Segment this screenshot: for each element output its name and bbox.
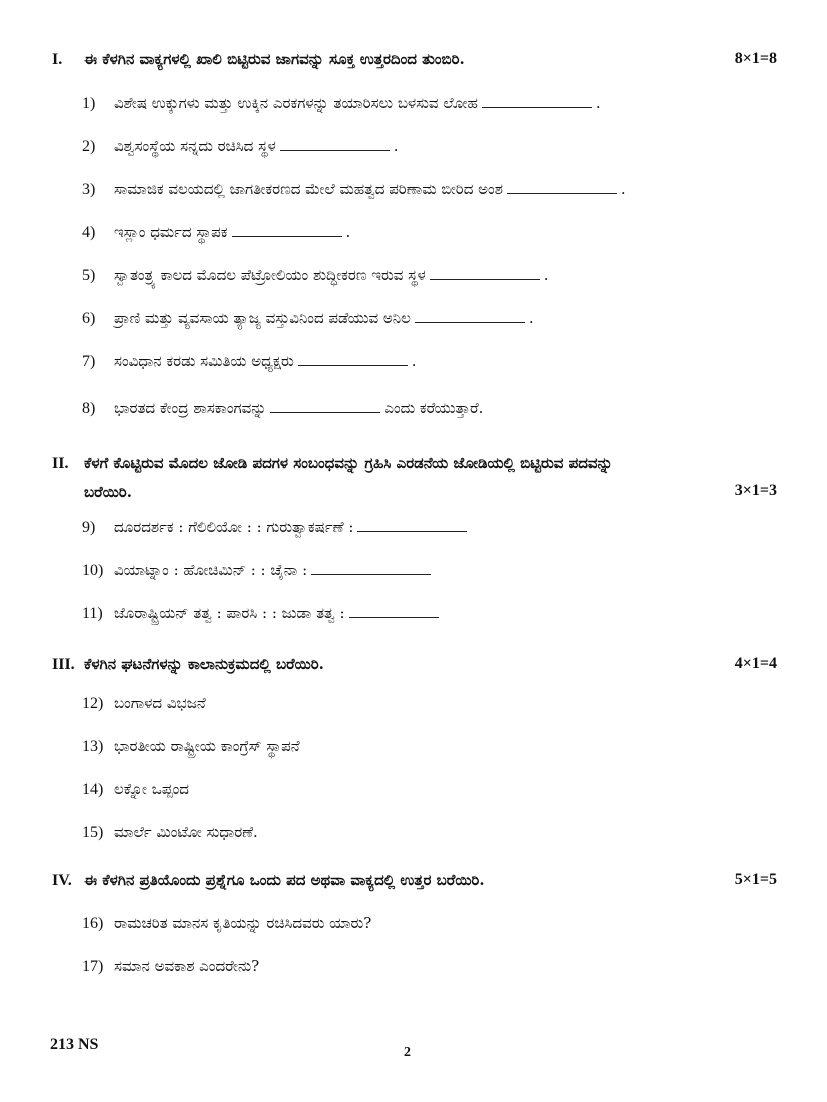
question-number: 12) — [82, 695, 104, 712]
section-2-heading — [52, 449, 777, 506]
question-text: ವಿಶ್ವಸಂಸ್ಥೆಯ ಸನ್ನದು ರಚಿಸಿದ ಸ್ಥಳ — [114, 137, 276, 155]
question-number: 3) — [82, 181, 96, 198]
question-text: ಇಸ್ಲಾಂ ಧರ್ಮದ ಸ್ಥಾಪಕ — [114, 223, 228, 241]
answer-blank — [232, 224, 342, 237]
section-4-heading — [52, 866, 777, 895]
question-16 — [82, 912, 777, 935]
question-suffix: . — [543, 266, 549, 284]
question-12 — [82, 692, 777, 715]
question-text: ಭಾರತೀಯ ರಾಷ್ಟ್ರೀಯ ಕಾಂಗ್ರೆಸ್ ಸ್ಥಾಪನೆ — [114, 737, 300, 755]
question-number: 1) — [82, 95, 96, 112]
question-suffix: . — [620, 180, 626, 198]
paper-code: 213 NS — [50, 1036, 99, 1053]
section-3-heading — [52, 650, 777, 679]
question-text: ವಿಯಾಟ್ನಾಂ : ಹೋಚಿಮಿನ್ : : ಚೈನಾ : — [114, 561, 308, 579]
question-text: ಬಂಗಾಳದ ವಿಭಜನೆ — [114, 694, 206, 712]
section-instruction-continued: ಬರೆಯಿರಿ. — [84, 483, 132, 501]
answer-blank — [349, 605, 439, 618]
question-text: ಮಾರ್ಲೆ ಮಿಂಟೋ ಸುಧಾರಣೆ. — [114, 823, 258, 841]
question-number: 7) — [82, 353, 96, 370]
question-text: ಸಾಮಾಜಿಕ ವಲಯದಲ್ಲಿ ಜಾಗತೀಕರಣದ ಮೇಲೆ ಮಹತ್ವದ ಪರಿಣಾಮ ಬೀರಿದ ಅಂಶ — [114, 180, 503, 198]
question-17 — [82, 955, 777, 978]
answer-blank — [280, 138, 390, 151]
section-instruction: ಕೆಳಗೆ ಕೊಟ್ಟಿರುವ ಮೊದಲ ಜೋಡಿ ಪದಗಳ ಸಂಬಂಧವನ್ನು ಗ್ರಹಿಸಿ ಎರಡನೆಯ ಜೋಡಿಯಲ್ಲಿ ಬಿಟ್ಟಿರುವ ಪದವನ್ನು — [84, 454, 613, 472]
section-1-heading — [52, 45, 777, 74]
question-number: 6) — [82, 310, 96, 327]
answer-blank — [430, 267, 540, 280]
question-9 — [82, 516, 777, 539]
question-number: 8) — [82, 400, 96, 417]
question-suffix: ಎಂದು ಕರೆಯುತ್ತಾರೆ. — [384, 399, 484, 417]
page-number: 2 — [404, 1045, 411, 1060]
answer-blank — [507, 181, 617, 194]
section-number: III. — [52, 656, 75, 673]
question-text: ಸಂವಿಧಾನ ಕರಡು ಸಮಿತಿಯ ಅಧ್ಯಕ್ಷರು — [114, 352, 294, 370]
answer-blank — [311, 562, 431, 575]
question-1 — [82, 92, 777, 115]
question-text: ಸ್ವಾತಂತ್ರ್ಯ ಕಾಲದ ಮೊದಲ ಪೆಟ್ರೋಲಿಯಂ ಶುದ್ಧೀಕರಣ ಇರುವ ಸ್ಥಳ — [114, 266, 426, 284]
question-text: ಪ್ರಾಣಿ ಮತ್ತು ವ್ಯವಸಾಯ ತ್ಯಾಜ್ಯ ವಸ್ತುವಿನಿಂದ ಪಡೆಯುವ ಅನಿಲ — [114, 309, 411, 327]
section-number: I. — [52, 51, 63, 68]
answer-blank — [415, 310, 525, 323]
question-14 — [82, 778, 777, 801]
question-3 — [82, 178, 777, 201]
section-marks: 3×1=3 — [734, 482, 777, 499]
question-number: 9) — [82, 519, 96, 536]
question-suffix: . — [528, 309, 534, 327]
section-number: IV. — [52, 872, 72, 889]
section-instruction: ಕೆಳಗಿನ ಘಟನೆಗಳನ್ನು ಕಾಲಾನುಕ್ರಮದಲ್ಲಿ ಬರೆಯಿರಿ. — [84, 655, 324, 673]
question-2 — [82, 135, 777, 158]
section-marks: 4×1=4 — [734, 655, 777, 672]
section-instruction: ಈ ಕೆಳಗಿನ ಪ್ರತಿಯೊಂದು ಪ್ರಶ್ನೆಗೂ ಒಂದು ಪದ ಅಥವಾ ವಾಕ್ಯದಲ್ಲಿ ಉತ್ತರ ಬರೆಯಿರಿ. — [84, 871, 485, 889]
question-4 — [82, 221, 777, 244]
question-10 — [82, 559, 777, 582]
question-number: 17) — [82, 958, 104, 975]
section-instruction: ಈ ಕೆಳಗಿನ ವಾಕ್ಯಗಳಲ್ಲಿ ಖಾಲಿ ಬಿಟ್ಟಿರುವ ಜಾಗವನ್ನು ಸೂಕ್ತ ಉತ್ತರದಿಂದ ತುಂಬಿರಿ. — [84, 50, 465, 68]
question-text: ರಾಮಚರಿತ ಮಾನಸ ಕೃತಿಯನ್ನು ರಚಿಸಿದವರು ಯಾರು? — [114, 914, 372, 932]
question-text: ಜೊರಾಷ್ಟ್ರಿಯನ್ ತತ್ವ : ಪಾರಸಿ : : ಜುಡಾ ತತ್ವ : — [114, 604, 345, 622]
answer-blank — [298, 353, 408, 366]
section-marks: 5×1=5 — [734, 871, 777, 888]
question-number: 4) — [82, 224, 96, 241]
question-number: 13) — [82, 738, 104, 755]
question-number: 16) — [82, 915, 104, 932]
question-text: ವಿಶೇಷ ಉಕ್ಕುಗಳು ಮತ್ತು ಉಕ್ಕಿನ ಎರಕಗಳನ್ನು ತಯಾರಿಸಲು ಬಳಸುವ ಲೋಹ — [114, 94, 478, 112]
section-number: II. — [52, 455, 69, 472]
question-suffix: . — [345, 223, 351, 241]
question-5 — [82, 264, 777, 287]
question-15 — [82, 821, 777, 844]
answer-blank — [270, 400, 380, 413]
question-text: ಲಕ್ನೋ ಒಪ್ಪಂದ — [114, 780, 189, 798]
question-7 — [82, 350, 777, 373]
answer-blank — [357, 519, 467, 532]
question-suffix: . — [595, 94, 601, 112]
question-number: 11) — [82, 605, 103, 622]
question-text: ಸಮಾನ ಅವಕಾಶ ಎಂದರೇನು? — [114, 957, 260, 975]
question-number: 14) — [82, 781, 104, 798]
question-text: ದೂರದರ್ಶಕ : ಗೆಲಿಲಿಯೋ : : ಗುರುತ್ವಾಕರ್ಷಣೆ : — [114, 518, 354, 536]
question-11 — [82, 602, 777, 625]
question-suffix: . — [411, 352, 417, 370]
question-text: ಭಾರತದ ಕೇಂದ್ರ ಶಾಸಕಾಂಗವನ್ನು — [114, 399, 267, 417]
question-number: 15) — [82, 824, 104, 841]
answer-blank — [482, 95, 592, 108]
question-13 — [82, 735, 777, 758]
question-number: 10) — [82, 562, 104, 579]
section-marks: 8×1=8 — [734, 50, 777, 67]
question-6 — [82, 307, 777, 330]
question-8 — [82, 397, 777, 420]
question-suffix: . — [393, 137, 399, 155]
question-number: 5) — [82, 267, 96, 284]
question-number: 2) — [82, 138, 96, 155]
